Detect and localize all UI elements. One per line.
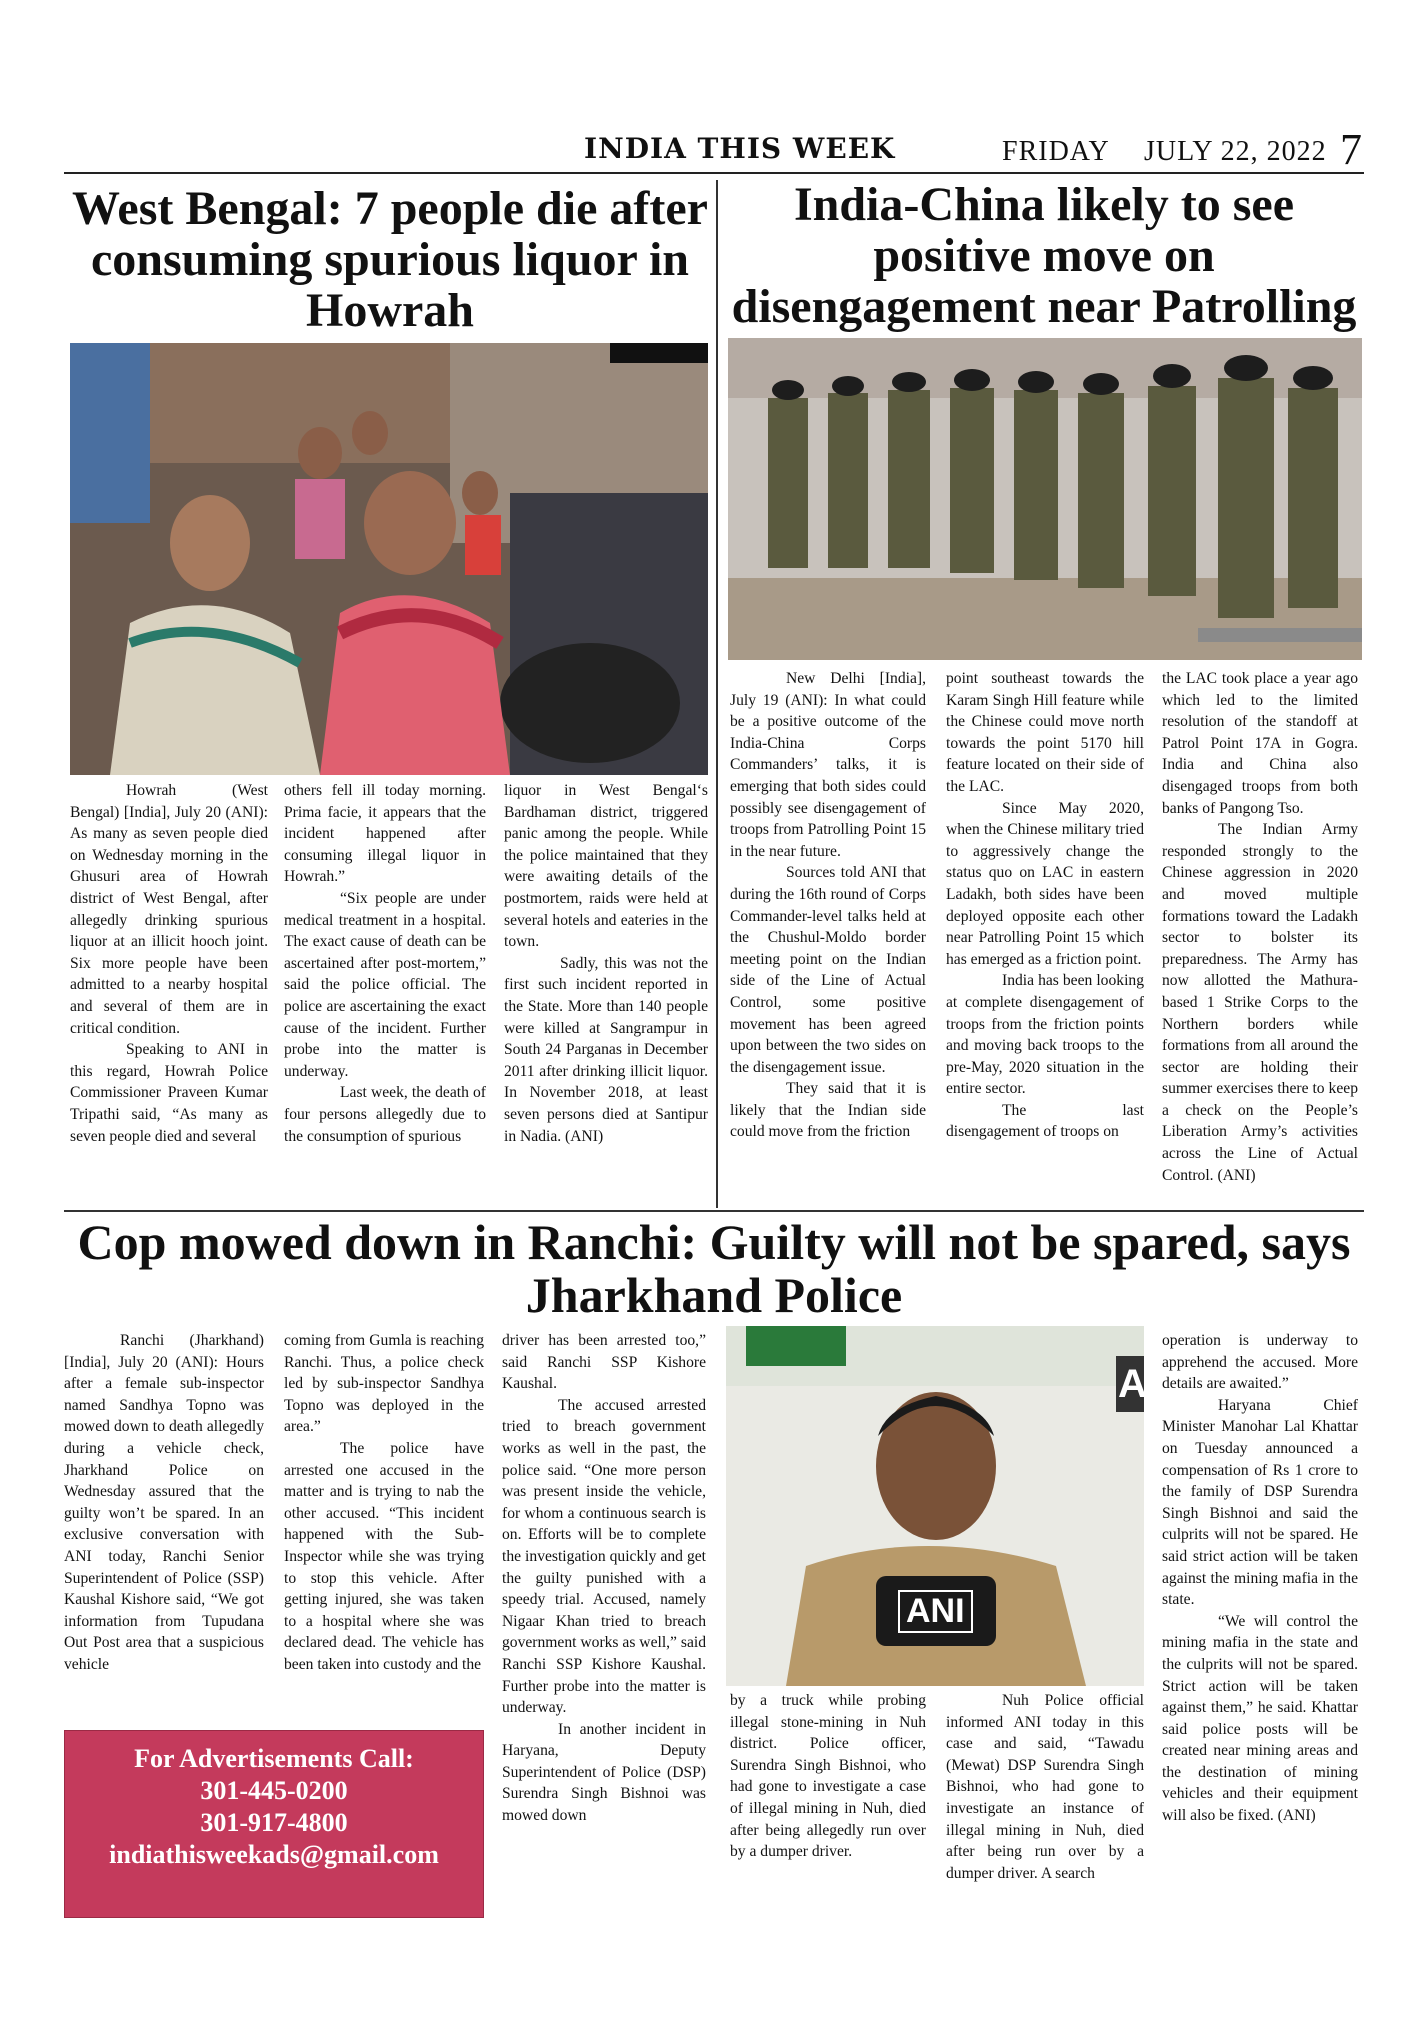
masthead-day: FRIDAY <box>1002 136 1110 167</box>
paragraph: “Six people are under medical treatment in a hospital. The exact cause of death can be ascertained after post-mortem,” said the police official. The police are ascertaining the exact cause of the incident. Further probe into the matter is underway. <box>284 889 486 1080</box>
headline-west-bengal: West Bengal: 7 people die after consuming spurious liquor in Howrah <box>72 182 708 337</box>
paragraph: the LAC took place a year ago which led to the limited resolution of the standoff at Patrol Point 17A in Gogra. India and China also disengaged troops from both banks of Pangong Tso. <box>1162 670 1358 817</box>
story3-column-3 <box>502 1330 706 1827</box>
ani-logo-corner: A <box>1118 1362 1147 1406</box>
paragraph: others fell ill today morning. Prima facie, it appears that the incident happened after consuming illegal liquor in Howrah.” <box>284 782 486 886</box>
page-number: 7 <box>1340 125 1362 174</box>
story1-column-2 <box>284 780 486 1147</box>
ad-phone-1: 301-445-0200 <box>200 1776 348 1805</box>
paragraph: driver has been arrested too,” said Ranchi SSP Kishore Kaushal. <box>502 1332 706 1393</box>
paragraph: Last week, the death of four persons allegedly due to the consumption of spurious <box>284 1084 486 1145</box>
paragraph: coming from Gumla is reaching Ranchi. Thus, a police check led by sub-inspector Sandhya Topno was deployed in the area.” <box>284 1332 484 1436</box>
advertisement-box <box>64 1730 484 1918</box>
photo-howrah-crowd <box>70 343 708 775</box>
paragraph: Sources told ANI that during the 16th round of Corps Commander-level talks held at the Chushul-Moldo border meeting point on the Indian side of the Line of Actual Control, some positive movement has been agreed upon between the two sides on the disengagement issue. <box>730 864 926 1076</box>
ad-phone-2: 301-917-4800 <box>200 1808 348 1837</box>
story3-column-6 <box>1162 1330 1358 1827</box>
paragraph: Howrah (West Bengal) [India], July 20 (ANI): As many as seven people died on Wednesday morning in the Ghusuri area of Howrah district of West Bengal, after allegedly drinking spurious liquor at an illicit hooch joint. Six more people have been admitted to a nearby hospital and several of them are in critical condition. <box>70 782 268 1037</box>
paragraph: Ranchi (Jharkhand) [India], July 20 (ANI): Hours after a female sub-inspector named Sandhya Topno was mowed down to death allegedly during a vehicle check, Jharkhand Police on Wednesday assured that the guilty won’t be spared. In an exclusive conversation with ANI today, Ranchi Senior Superintendent of Police (SSP) Kaushal Kishore said, “We got information from Tupudana Out Post area that a suspicious vehicle <box>64 1332 264 1673</box>
paragraph: New Delhi [India], July 19 (ANI): In what could be a positive outcome of the India-China Corps Commanders’ talks, it is emerging that both sides could possibly see disengagement of troops from Patrolling Point 15 in the near future. <box>730 670 926 860</box>
paragraph: “We will control the mining mafia in the state and the culprits will not be spared. Strict action will be taken against them,” he said. Khattar said police posts will be created near mining areas and the destination of mining vehicles and their equipment will also be fixed. (ANI) <box>1162 1612 1358 1825</box>
story3-column-1 <box>64 1330 264 1676</box>
story2-column-3 <box>1162 668 1358 1186</box>
paragraph: Since May 2020, when the Chinese military tried to aggressively change the status quo on LAC in eastern Ladakh, both sides have been deployed opposite each other near Patrolling Point 15 which has emerged as a friction point. <box>946 799 1144 968</box>
headline-ranchi: Cop mowed down in Ranchi: Guilty will not be spared, says Jharkhand Police <box>77 1214 1351 1323</box>
paragraph: Speaking to ANI in this regard, Howrah Police Commissioner Praveen Kumar Tripathi said, “As many as seven people died and several <box>70 1041 268 1145</box>
paragraph: The accused arrested tried to breach government works as well in the past, the police said. “One more person was present inside the vehicle, for whom a continuous search is on. Efforts will be to complete the investigation quickly and get the guilty punished with a speedy trial. Accused, namely Nigaar Khan tried to breach government works as well,” said Ranchi SSP Kishore Kaushal. Further probe into the matter is underway. <box>502 1396 706 1717</box>
paragraph: Haryana Chief Minister Manohar Lal Khattar on Tuesday announced a compensation of Rs 1 crore to the family of DSP Surendra Singh Bishnoi and said the culprits will not be spared. He said strict action will be taken against the mining mafia in the state. <box>1162 1396 1358 1609</box>
ad-email: indiathisweekads@gmail.com <box>109 1840 439 1869</box>
headline-india-china: India-China likely to see positive move on disengagement near Patrolling <box>731 178 1357 333</box>
story1-column-3 <box>504 780 708 1147</box>
story1-column-1 <box>70 780 268 1147</box>
column-divider <box>716 180 718 1208</box>
paragraph: liquor in West Bengal‘s Bardhaman district, triggered panic among the people. While the police maintained that they were awaiting details of the postmortem, raids were held at several hotels and eateries in the town. <box>504 782 708 951</box>
paragraph: They said that it is likely that the Indian side could move from the friction <box>730 1080 926 1141</box>
paragraph: India has been looking at complete disengagement of troops from the friction points and moving back troops to the pre-May, 2020 situation in the entire sector. <box>946 972 1144 1098</box>
photo-police-officer <box>726 1326 1147 1686</box>
masthead-date: JULY 22, 2022 <box>1144 136 1327 167</box>
paragraph: Sadly, this was not the first such incident reported in the State. More than 140 people were killed at Sangrampur in South 24 Parganas in December 2011 after drinking illicit liquor. In November 2018, at least seven persons died at Santipur in Nadia. (ANI) <box>504 954 708 1145</box>
paragraph: point southeast towards the Karam Singh Hill feature while the Chinese could move north towards the point 5170 hill feature located on their side of the LAC. <box>946 670 1144 795</box>
ani-mic-label: ANI <box>898 1590 973 1633</box>
paragraph: The last disengagement of troops on <box>946 1101 1144 1141</box>
story3-column-5 <box>946 1690 1144 1884</box>
story2-column-2 <box>946 668 1144 1143</box>
paragraph: The Indian Army responded strongly to the Chinese aggression in 2020 and moved multiple formations toward the Ladakh sector to bolster its preparedness. The Army has now allotted the Mathura-based 1 Strike Corps to the Northern borders while formations from all around the sector are holding their summer exercises there to keep a check on the People’s Liberation Army’s activities across the Line of Actual Control. (ANI) <box>1162 821 1358 1184</box>
story2-column-1 <box>730 668 926 1143</box>
paragraph: Nuh Police official informed ANI today in this case and said, “Tawadu (Mewat) DSP Surendra Singh Bishnoi, who had gone to investigate an instance of illegal mining in Nuh, died after being run over by a dumper driver. A search <box>946 1692 1144 1882</box>
photo-soldiers-marching <box>728 338 1362 660</box>
paragraph: by a truck while probing illegal stone-mining in Nuh district. Police officer, Surendra Singh Bishnoi, who had gone to investigate a case of illegal mining in Nuh, died after being allegedly run over by a dumper driver. <box>730 1692 926 1861</box>
ad-heading: For Advertisements Call: <box>134 1744 414 1773</box>
paragraph: In another incident in Haryana, Deputy Superintendent of Police (DSP) Surendra Singh Bishnoi was mowed down <box>502 1720 706 1825</box>
paragraph: operation is underway to apprehend the accused. More details are awaited.” <box>1162 1332 1358 1393</box>
story3-column-4 <box>730 1690 926 1863</box>
masthead-title: INDIA THIS WEEK <box>584 132 896 165</box>
masthead <box>64 125 1364 174</box>
paragraph: The police have arrested one accused in the matter and is trying to nab the other accused. “This incident happened with the Sub-Inspector while she was trying to stop this vehicle. After getting injured, she was taken to a hospital where she was declared dead. The vehicle has been taken into custody and the <box>284 1439 484 1673</box>
section-divider <box>64 1210 1364 1212</box>
story3-column-2 <box>284 1330 484 1676</box>
